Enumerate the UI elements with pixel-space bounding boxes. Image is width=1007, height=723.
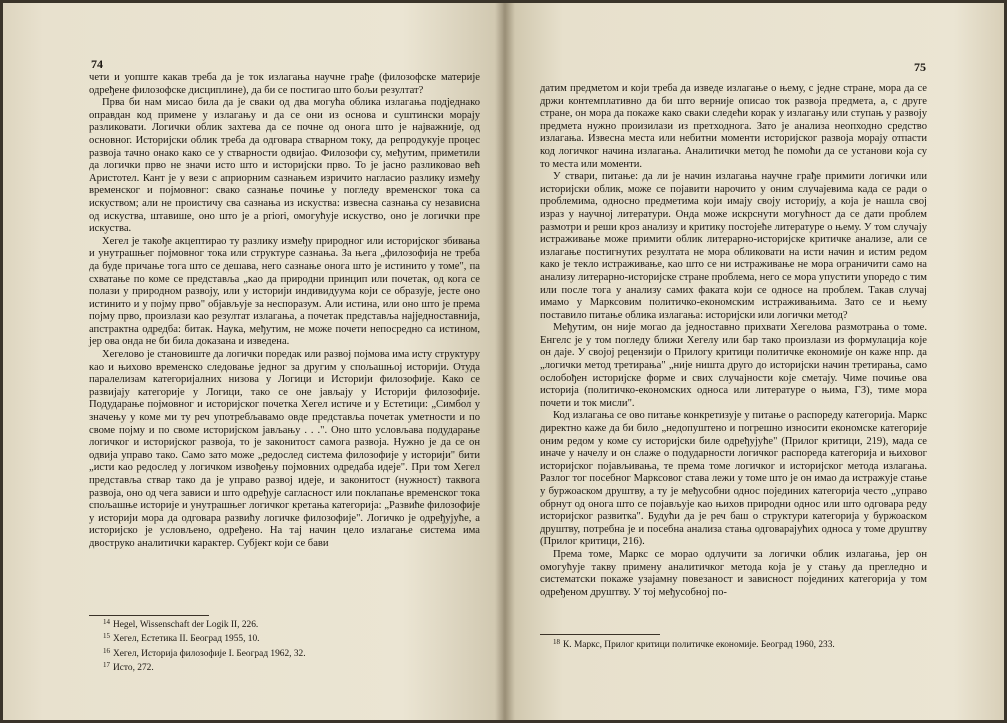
paragraph: У ствари, питање: да ли је начин излагања научне грађе примити логички или историјски облик, може се појавити нарочито у оним случајевима када се ради о проблемима, односно предметима који имају своју историју, а која је нашла свој израз у научној литератури. Онда може искрснути могућност да се дати проблем размотри и реши кроз анализу и критику постојеће литературе о њему. У том случају истраживање може примити облик литерарно-историјске критичке анализе, али се излагање постигнутих резултата не мора обликовати на исти начин и истим редом како је текло истраживање, као што се ни истраживање не мора ограничити само на анализу литерарно-историјске стране проблема, него се мора упустити упоредо с тим или после тога у анализу самих факата који се односе на проблем. Такав случај имамо у Марксовим политичко-економским истраживањима. Зато се и њему поставило питање облика излагања: историјски или логички метод? xyxy=(540,171,927,321)
footnote-rule xyxy=(540,634,660,635)
footnote xyxy=(103,631,473,645)
footnote-text: Hegel, Wissenschaft der Logik II, 226. xyxy=(113,620,259,630)
footnote-number: 17 xyxy=(103,661,110,670)
footnote-number: 15 xyxy=(103,632,110,641)
footnote-text: Исто, 272. xyxy=(113,663,154,674)
footnote xyxy=(103,617,473,631)
book-gutter xyxy=(495,3,515,720)
paragraph: Према томе, Маркс се морао одлучити за логички облик излагања, јер он омогућује такву примену аналитичког метода која је у стању да прегледно и систематски покаже узајамну повезаност и зависност појединих категорија у том одређеном друштву. У тој међусобној по- xyxy=(540,548,927,598)
paragraph: Хегелово је становиште да логички поредак или развој појмова има исту структуру као и њихово временско следовање једног за другим у спољашњој историји. Отуда паралелизам категоријалних низова у Логици и Историји филозофије. Како се развијају категорије у Логици, тако се оне јављају у Историји филозофије. Подударање појмовног и историјског почетка Хегел истиче и у Естетици: „Симбол у значењу у коме ми ту реч употребљавамо овде представља почетак уметности и по своме појму и по своме историјском јављању . . .". Оно што условљава подударање логичког и историјског развоја, то је законитост самога развоја. Нужно је да се он одвија управо тако. Само зато може „редослед система филозофије у историји" бити „исти као редослед у логичком извођењу појмовних одредаба идеје". При том Хегел представља ствар тако да је управо развој идеје, и законитост (нужност) таквога развоја, оно од чега зависи и што одређује сагласност или поклапање временског тока спољашње историје и унутрашњег логичког кретања категорија: „Развиће филозофије у историји мора да одговара развићу логичке филозофије". Логичко је одређујуће, а историјско је условљено, одређено. На тај начин цело излагање система има двоструко аналитички карактер. Субјект који се бави xyxy=(89,349,480,549)
page-number: 74 xyxy=(91,57,103,71)
body-text xyxy=(540,83,927,599)
footnotes xyxy=(553,637,923,651)
footnote-text: Хегел, Естетика II. Београд 1955, 10. xyxy=(113,634,260,645)
footnote-text: К. Маркс, Прилог критици политичке економије. Београд 1960, 233. xyxy=(563,640,835,650)
paragraph: датим предметом и који треба да изведе излагање о њему, с једне стране, мора да се држи контемплативно да би што верније описао ток развоја предмета, а, с друге стране, он мора да покаже како сваки следећи корак у излагању или ступањ у развоју предмета нужно произилази из претходнога. Зато је анализа неопходно средство излагања. Извесна места или небитни моменти историјског развоја морају отпасти код логичког начина излагања. Аналитички метод ће помоћи да се установи која су то места или моменти. xyxy=(540,83,927,170)
paragraph: Код излагања се ово питање конкретизује у питање о распореду категорија. Маркс директно каже да би било „недопуштено и погрешно износити економске категорије оним редом у коме су историјски биле одређујуће" (Прилог критици, 219), мада се иначе у начелу и он слаже о подударности логичког распореда категорија и њиховог историјског појављивања, те према томе логичког и историјског метода излагања. Разлог тог посебног Марксовог става лежи у томе што је он имао да истражује стање у буржоаском друштву, а ту је међусобни однос појединих категорија често „управо обрнут од онога што се појављује као њихов природни однос или што одговара реду историјског развитка". Будући да је реч баш о структури категорија у буржоаском друштву, потребна је и посебна анализа стања одговарајућих односа у томе друштву (Прилог критици, 216). xyxy=(540,410,927,548)
footnote-rule xyxy=(89,615,209,616)
footnote xyxy=(103,646,473,660)
body-text xyxy=(89,72,480,551)
footnote-number: 18 xyxy=(553,638,560,646)
footnote-number: 16 xyxy=(103,646,110,655)
footnote-number: 14 xyxy=(103,618,110,626)
paragraph: чети и уопште какав треба да је ток излагања научне грађе (филозофске материје одређене филозофске дисциплине), да би се постигао што бољи резултат? xyxy=(89,72,480,96)
left-page xyxy=(3,3,503,720)
paragraph: Међутим, он није могао да једноставно прихвати Хегелова размотрања о томе. Енгелс је у том погледу ближи Хегелу или бар тако произлази из формулација које он даје. У својој рецензији о Прилогу критици политичке економије он каже нпр. да „логички метод третирања" „није ништа друго до историјски начин третирања, само ослобођен историјске форме и свих случајности које сметају. Чиме почиње ова историја (политичко-економских односа или литературе о њима, ГЗ), тиме мора почети и ток мисли". xyxy=(540,322,927,409)
footnote-text: Хегел, Историја филозофије I. Београд 1962, 32. xyxy=(113,648,306,659)
footnotes xyxy=(103,617,473,675)
paragraph: Хегел је такође акцептирао ту разлику између природног или историјског збивања и унутрашњег појмовног тока или структуре сазнања. За њега „филозофија не треба да буде причање тога што се дешава, него сазнање онога што је истинито у томе", па схватање по коме се представља „као да природни принцип или почетак, од кога се полази у природном развоју, или у историји индивидуума који се образује, јесте оно истинито и у појму прво" објављује за неспоразум. Али истина, или оно што је према појму прво, произлази као резултат излагања, а почетак представља најједноставнија, апстрактна одредба: битак. Наука, међутим, не може почети непосредно са истином, јер ова онда не би била доказана и изведена. xyxy=(89,235,480,348)
footnote xyxy=(553,637,923,651)
footnote xyxy=(103,660,473,674)
page-number: 75 xyxy=(914,60,926,74)
paragraph: Прва би нам мисао била да је сваки од два могућа облика излагања подједнако оправдан код примене у излагању и да се они из основа и суштински морају разликовати. Логички облик захтева да се почне од онога што је најважније, од основног. Историјски облик треба да одговара стварном току, да репродукује процес развоја тачно онако како се у стварности одвијао. Филозофи су, међутим, приметили да логички прво не значи исто што и историјски прво. То је јасно разликовао већ Аристотел. Кант је у вези с априорним сазнањем изричито нагласио разлику између временског и појмовног: свако сазнање почиње у погледу временског тока са искуством; али не проистичу сва сазнања из искуства: извесна сазнања су независна од искуства, штавише, оно што је a priori, омогућује искуство, оно је логички пре искуства. xyxy=(89,97,480,235)
book-spread xyxy=(3,3,1004,720)
